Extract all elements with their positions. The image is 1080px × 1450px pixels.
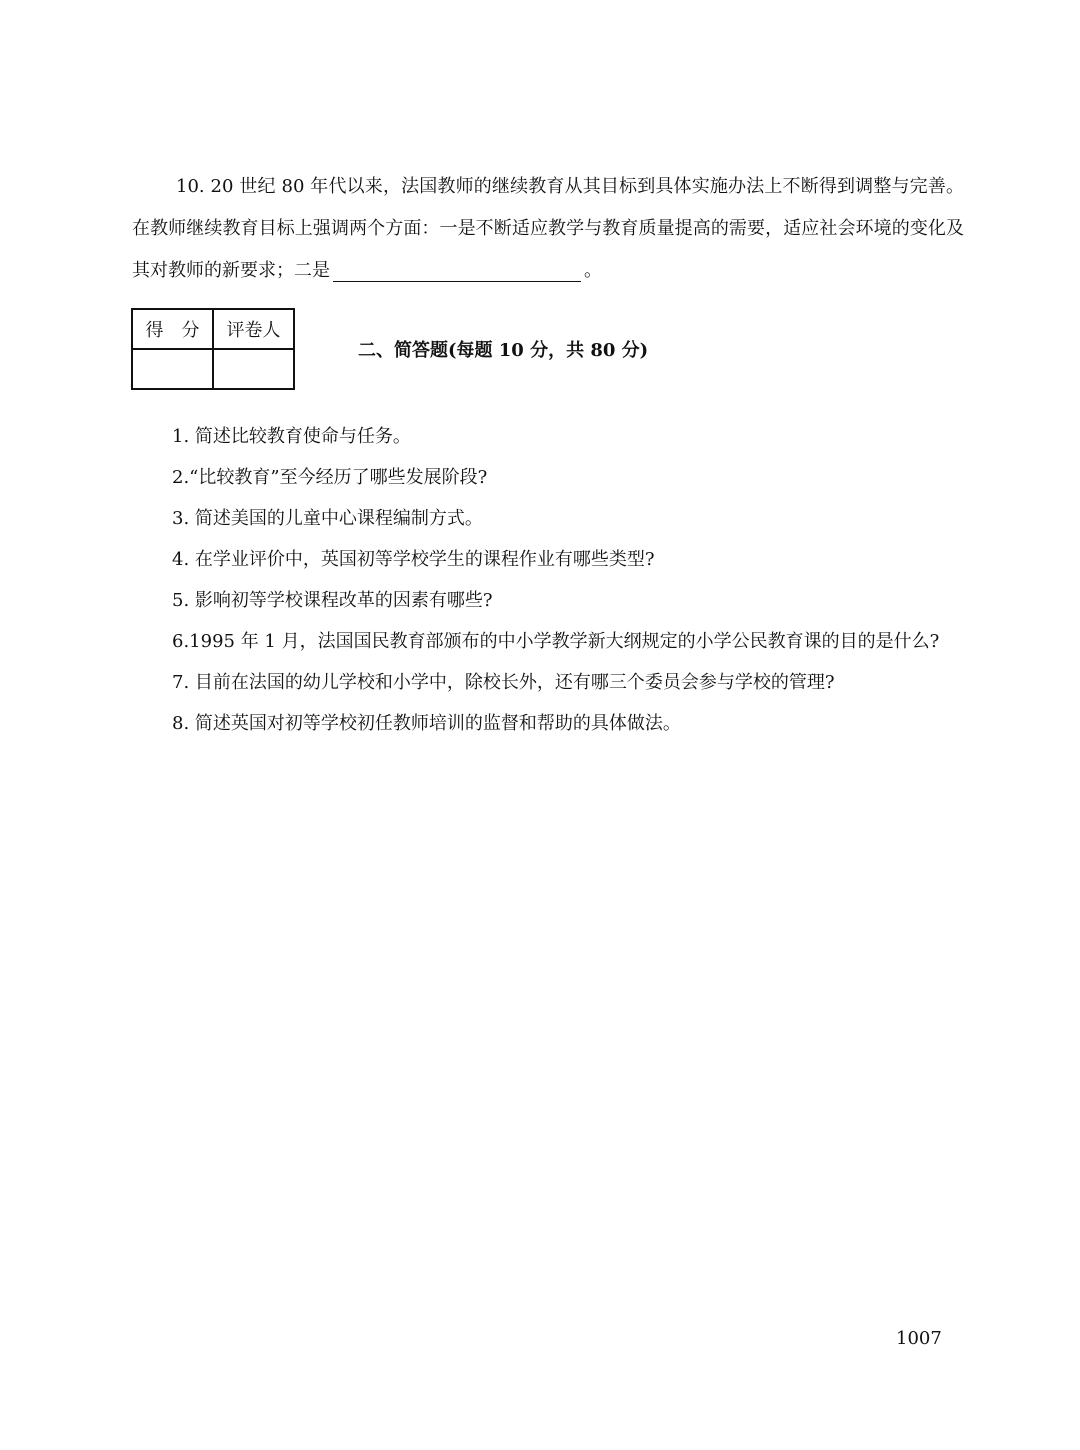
question-2: 2.“比较教育”至今经历了哪些发展阶段? (172, 467, 488, 488)
score-label: 得 分 (132, 309, 213, 349)
question-list (132, 416, 964, 744)
score-table (131, 308, 295, 390)
question-4: 4. 在学业评价中，英国初等学校学生的课程作业有哪些类型? (172, 549, 655, 570)
score-cell (132, 349, 213, 389)
grader-cell (213, 349, 294, 389)
section-title: 二、简答题(每题 10 分，共 80 分) (358, 340, 649, 361)
question-3: 3. 简述美国的儿童中心课程编制方式。 (172, 508, 483, 529)
question-5: 5. 影响初等学校课程改革的因素有哪些? (172, 590, 493, 611)
question-8: 8. 简述英国对初等学校初任教师培训的监督和帮助的具体做法。 (172, 713, 681, 734)
page-number: 1007 (896, 1328, 942, 1349)
question-10 (132, 166, 964, 292)
question-6: 6.1995 年 1 月，法国国民教育部颁布的中小学教学新大纲规定的小学公民教育课的目的是什么? (172, 631, 940, 652)
question-10-end: 。 (584, 260, 602, 281)
answer-blank-line (333, 257, 581, 282)
question-10-text: 10. 20 世纪 80 年代以来，法国教师的继续教育从其目标到具体实施办法上不断得到调整与完善。在教师继续教育目标上强调两个方面：一是不断适应教学与教育质量提高的需要，适应社会环境的变化及其对教师的新要求；二是 (132, 176, 964, 281)
question-1: 1. 简述比较教育使命与任务。 (172, 426, 411, 447)
question-7: 7. 目前在法国的幼儿学校和小学中，除校长外，还有哪三个委员会参与学校的管理? (172, 672, 835, 693)
grader-label: 评卷人 (213, 309, 294, 349)
